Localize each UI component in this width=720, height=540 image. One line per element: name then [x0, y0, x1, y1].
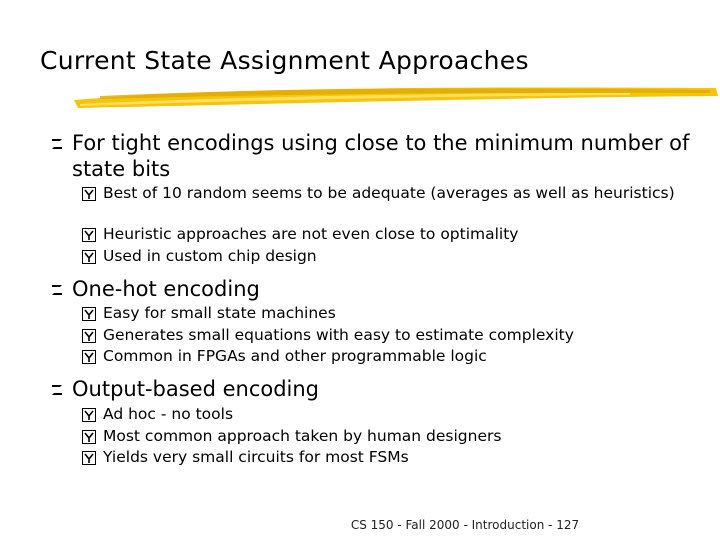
y-bullet-icon: [82, 451, 96, 465]
bullet-text: One-hot encoding: [72, 277, 260, 301]
z-bullet-icon: [50, 283, 64, 297]
y-bullet-icon: [82, 329, 96, 343]
bullet-text: Output-based encoding: [72, 377, 320, 401]
y-bullet-icon: [82, 250, 96, 264]
sub-bullet-text: Heuristic approaches are not even close to optimality: [103, 225, 519, 243]
z-bullet-icon: [50, 383, 64, 397]
y-bullet-icon: [82, 408, 96, 422]
y-bullet-icon: [82, 430, 96, 444]
sub-bullet-item: [82, 426, 682, 447]
bullet-item: [50, 130, 710, 182]
sub-bullet-text: Common in FPGAs and other programmable logic: [103, 347, 487, 365]
bullet-text: For tight encodings using close to the minimum number of state bits: [72, 131, 690, 181]
sub-bullet-text: Easy for small state machines: [103, 304, 336, 322]
sub-bullet-item: [82, 303, 682, 324]
y-bullet-icon: [82, 187, 96, 201]
sub-bullet-item: [82, 224, 682, 245]
y-bullet-icon: [82, 307, 96, 321]
sub-bullet-item: [82, 346, 682, 367]
sub-bullet-text: Ad hoc - no tools: [103, 405, 234, 423]
slide-footer: [0, 518, 720, 532]
sub-bullet-text: Generates small equations with easy to estimate complexity: [103, 326, 574, 344]
y-bullet-icon: [82, 350, 96, 364]
sub-bullet-item: [82, 404, 682, 425]
bullet-item: [50, 376, 710, 402]
sub-bullet-text: Most common approach taken by human designers: [103, 427, 502, 445]
sub-bullet-item: [82, 183, 682, 204]
sub-bullet-item: [82, 447, 682, 468]
sub-bullet-text: Best of 10 random seems to be adequate (averages as well as heuristics): [103, 184, 675, 202]
sub-bullet-item: [82, 325, 682, 346]
slide-title: Current State Assignment Approaches: [40, 46, 529, 75]
title-underline-brush: [70, 84, 720, 110]
z-bullet-icon: [50, 137, 64, 151]
sub-bullet-text: Used in custom chip design: [103, 247, 317, 265]
sub-bullet-text: Yields very small circuits for most FSMs: [103, 448, 409, 466]
footer-text: CS 150 - Fall 2000 - Introduction - 127: [350, 518, 580, 532]
sub-bullet-item: [82, 246, 682, 267]
y-bullet-icon: [82, 228, 96, 242]
bullet-item: [50, 276, 710, 302]
